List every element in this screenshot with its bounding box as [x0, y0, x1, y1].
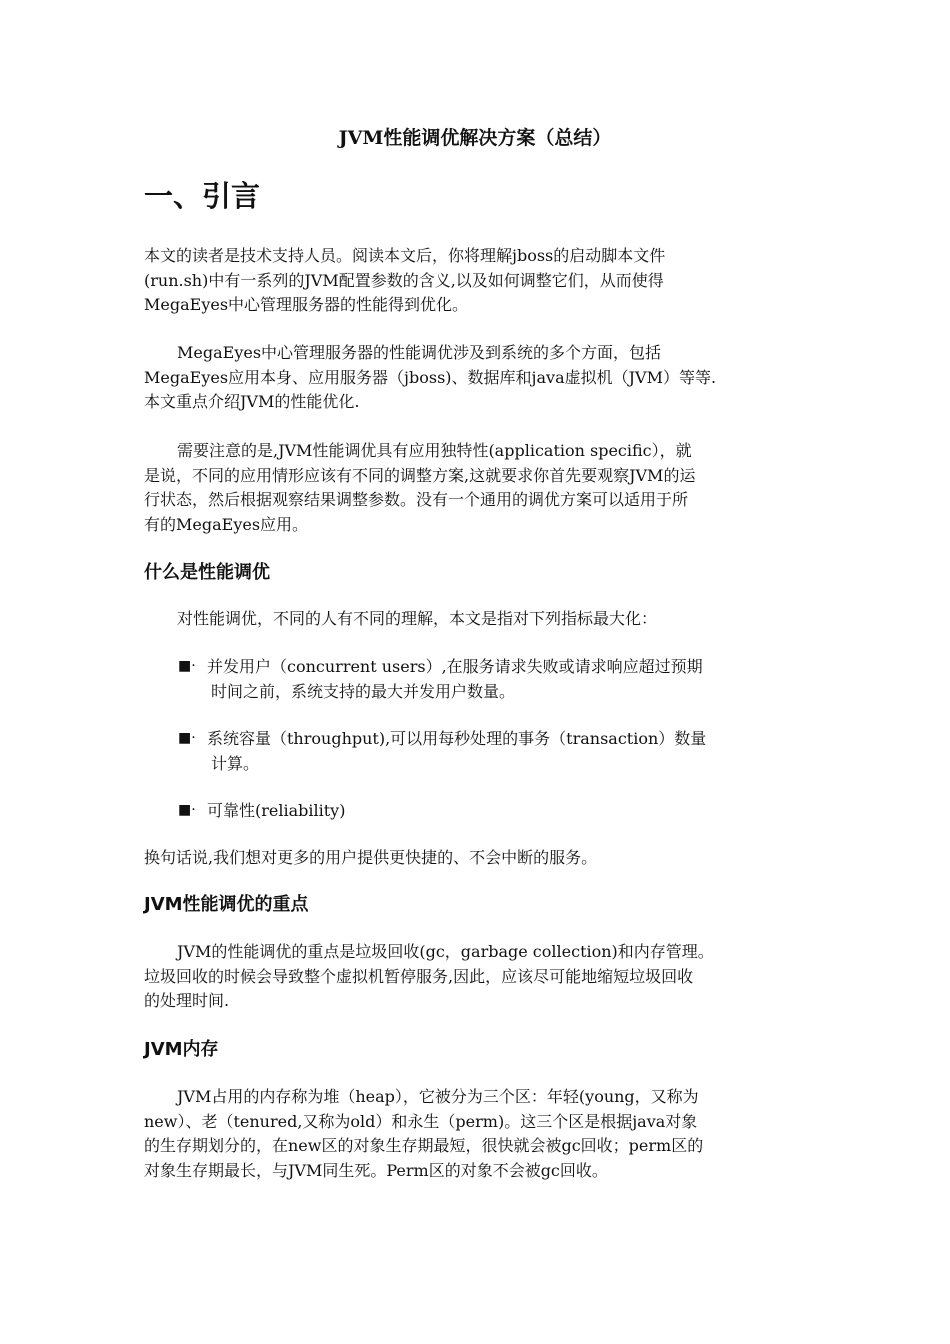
bullet-text: 系统容量（throughput),可以用每秒处理的事务（transaction）数量 — [207, 729, 707, 748]
bullet-item-reliability — [178, 798, 808, 823]
bullet-text: 并发用户（concurrent users）,在服务请求失败或请求响应超过预期 — [207, 657, 703, 676]
intro-paragraph-3 — [144, 439, 809, 537]
paragraph-line: 垃圾回收的时候会导致整个虚拟机暂停服务,因此，应该尽可能地缩短垃圾回收 — [144, 966, 694, 986]
paragraph-line: 换句话说,我们想对更多的用户提供更快捷的、不会中断的服务。 — [144, 848, 598, 867]
paragraph-line: 对性能调优，不同的人有不同的理解，本文是指对下列指标最大化： — [177, 609, 658, 628]
paragraph-line: 的处理时间. — [144, 991, 230, 1010]
jvm-memory-paragraph — [144, 1085, 809, 1183]
section-heading-jvm-tuning-focus: JVM性能调优的重点 — [144, 894, 309, 915]
bullet-text: 时间之前，系统支持的最大并发用户数量。 — [211, 682, 516, 701]
section-heading-performance-tuning: 什么是性能调优 — [144, 562, 270, 583]
tuning-intro-paragraph — [144, 607, 809, 632]
intro-paragraph-2 — [144, 341, 809, 415]
paragraph-line: 行状态，然后根据观察结果调整参数。没有一个通用的调优方案可以适用于所 — [144, 490, 689, 509]
bullet-text: 计算。 — [211, 754, 260, 773]
document-title: JVM性能调优解决方案（总结） — [338, 127, 612, 149]
section-heading-introduction: 一、引言 — [144, 179, 261, 213]
intro-paragraph-1 — [144, 244, 809, 318]
bullet-text: 可靠性(reliability) — [207, 801, 346, 820]
bullet-item-throughput — [178, 726, 808, 776]
paragraph-line: (run.sh)中有一系列的JVM配置参数的含义,以及如何调整它们，从而使得 — [144, 270, 664, 290]
bullet-icon: ■· — [178, 658, 196, 674]
paragraph-line: MegaEyes中心管理服务器的性能调优涉及到系统的多个方面，包括 — [177, 343, 662, 362]
bullet-icon: ■· — [178, 730, 196, 746]
paragraph-line: 对象生存期最长，与JVM同生死。Perm区的对象不会被gc回收。 — [144, 1160, 608, 1180]
paragraph-line: new）、老（tenured,又称为old）和永生（perm)。这三个区是根据java对象 — [144, 1111, 698, 1131]
bullet-icon: ■· — [178, 802, 196, 818]
paragraph-line: MegaEyes中心管理服务器的性能得到优化。 — [144, 295, 469, 314]
paragraph-line: 的生存期划分的，在new区的对象生存期最短，很快就会被gc回收；perm区的 — [144, 1136, 704, 1155]
jvm-tuning-focus-paragraph — [144, 940, 809, 1014]
paragraph-line: MegaEyes应用本身、应用服务器（jboss)、数据库和java虚拟机（JVM）等等. — [144, 367, 717, 387]
bullet-item-concurrent-users — [178, 654, 808, 704]
paragraph-line: 有的MegaEyes应用。 — [144, 514, 309, 534]
section-heading-jvm-memory: JVM内存 — [144, 1039, 219, 1060]
paragraph-line: 本文重点介绍JVM的性能优化. — [144, 392, 360, 411]
paragraph-line: JVM的性能调优的重点是垃圾回收(gc，garbage collection)和内存管理。 — [177, 942, 714, 961]
paragraph-line: 是说，不同的应用情形应该有不同的调整方案,这就要求你首先要观察JVM的运 — [144, 465, 696, 485]
paragraph-line: 需要注意的是,JVM性能调优具有应用独特性(application specific），就 — [177, 441, 692, 460]
tuning-summary-paragraph — [144, 846, 809, 871]
paragraph-line: JVM占用的内存称为堆（heap），它被分为三个区：年轻(young，又称为 — [177, 1087, 699, 1106]
paragraph-line: 本文的读者是技术支持人员。阅读本文后，你将理解jboss的启动脚本文件 — [144, 246, 666, 265]
